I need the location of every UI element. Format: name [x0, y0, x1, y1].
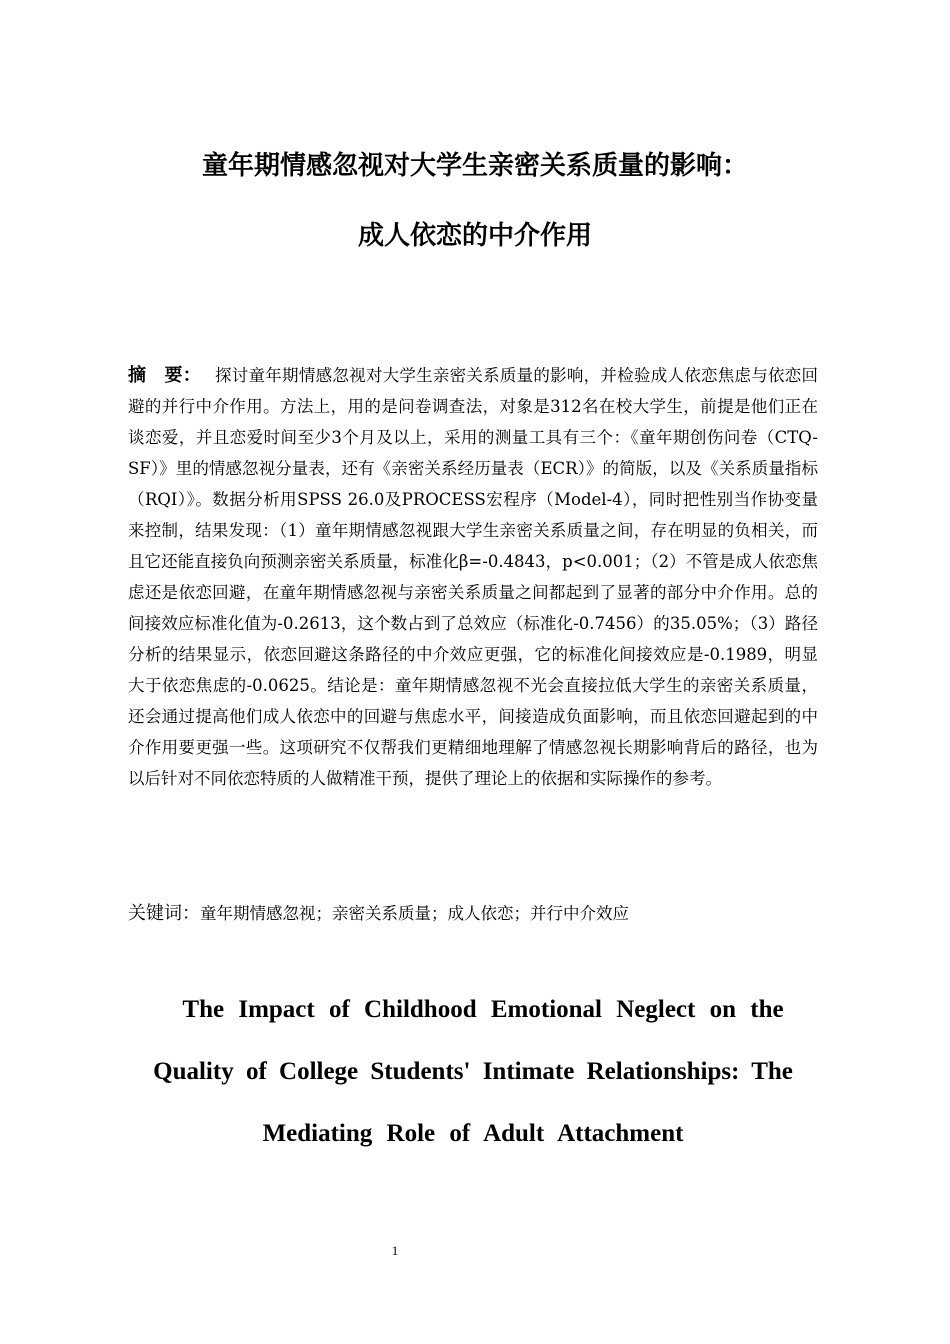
english-title-line-2: Quality of College Students' Intimate Relationships: The — [153, 1058, 793, 1085]
chinese-title-line-1: 童年期情感忽视对大学生亲密关系质量的影响： — [201, 151, 748, 181]
page-number: 1 — [391, 1243, 399, 1258]
keywords-text: 童年期情感忽视；亲密关系质量；成人依恋；并行中介效应 — [200, 904, 629, 923]
keywords-paragraph — [128, 898, 818, 929]
english-title-line-3: Mediating Role of Adult Attachment — [262, 1120, 684, 1147]
keywords-label: 关键词： — [128, 903, 200, 924]
abstract-paragraph — [128, 360, 818, 794]
chinese-title-line-2: 成人依恋的中介作用 — [357, 221, 592, 251]
abstract-text: 探讨童年期情感忽视对大学生亲密关系质量的影响，并检验成人依恋焦虑与依恋回避的并行中介作用。方法上，用的是问卷调查法，对象是312名在校大学生，前提是他们正在谈恋爱，并且恋爱时间至少3个月及以上，采用的测量工具有三个：《童年期创伤问卷（CTQ-SF）》里的情感忽视分量表，还有《亲密关系经历量表（ECR）》的简版，以及《关系质量指标（RQI）》。数据分析用SPSS 26.0及PROCESS宏程序（Model-4），同时把性别当作协变量来控制，结果发现：（1）童年期情感忽视跟大学生亲密关系质量之间，存在明显的负相关，而且它还能直接负向预测亲密关系质量，标准化β=-0.4843，p<0.001；（2）不管是成人依恋焦虑还是依恋回避，在童年期情感忽视与亲密关系质量之间都起到了显著的部分中介作用。总的间接效应标准化值为-0.2613，这个数占到了总效应（标准化-0.7456）的35.05%；（3）路径分析的结果显示，依恋回避这条路径的中介效应更强，它的标准化间接效应是-0.1989，明显大于依恋焦虑的-0.0625。结论是：童年期情感忽视不光会直接拉低大学生的亲密关系质量，还会通过提高他们成人依恋中的回避与焦虑水平，间接造成负面影响，而且依恋回避起到的中介作用要更强一些。这项研究不仅帮我们更精细地理解了情感忽视长期影响背后的路径，也为以后针对不同依恋特质的人做精准干预，提供了理论上的依据和实际操作的参考。 — [128, 366, 819, 788]
abstract-label: 摘 要： — [128, 365, 202, 386]
english-title-line-1: The Impact of Childhood Emotional Neglect on the — [182, 996, 784, 1023]
